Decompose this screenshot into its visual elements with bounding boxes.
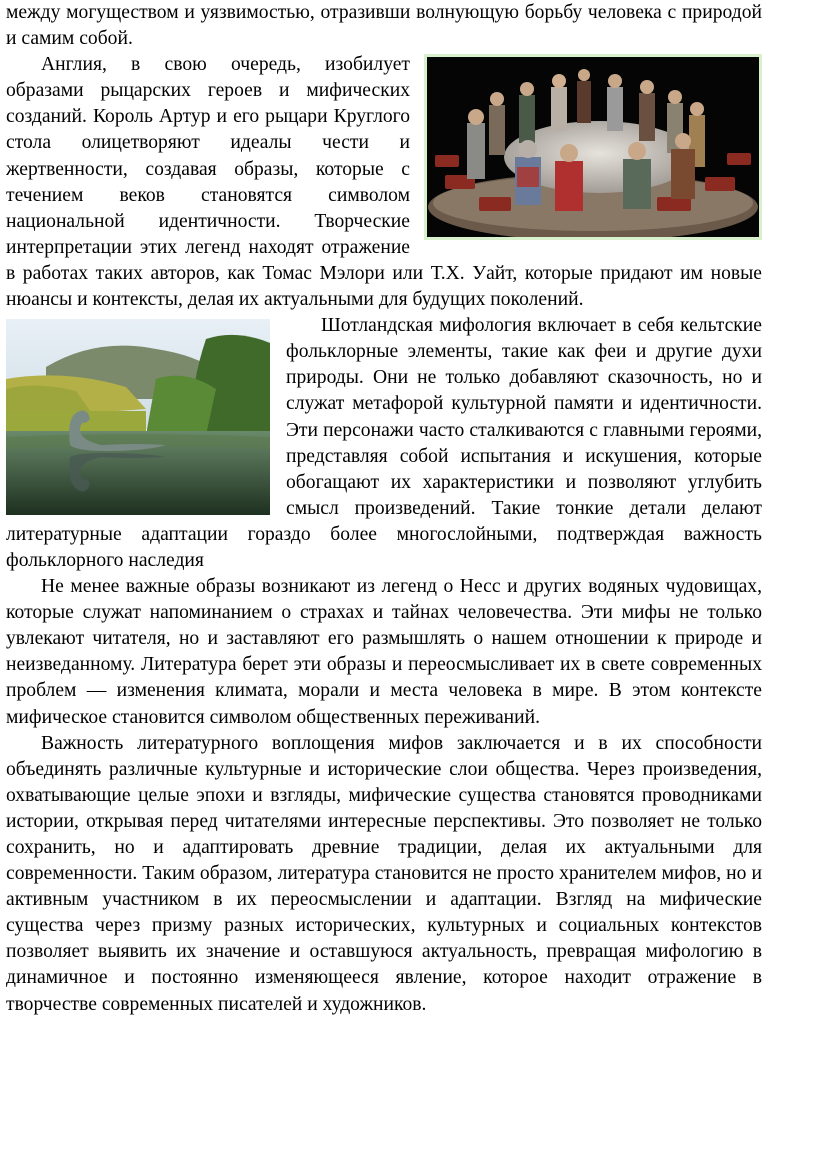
loch-ness-illustration bbox=[6, 319, 270, 515]
document-page bbox=[6, 0, 762, 1018]
paragraph-importance: Важность литературного воплощения мифов заключается и в их способности объединять различные культурные и исторические слои общества. Через произведения, охватывающие целые эпохи и взгляды, мифические существа становятся проводниками истории, открывая перед читателями интересные перспективы. Это позволяет не только сохранить, но и адаптировать древние традиции, делая их актуальными для современности. Таким образом, литература становится не просто хранителем мифов, но и активным участником в их переосмыслении и адаптации. Взгляд на мифические существа через призму разных исторических, культурных и социальных контекстов позволяет выявить их значение и оставшуюся актуальность, превращая мифологию в динамичное и постоянно изменяющееся явление, которое находит отражение в творчестве современных писателей и художников. bbox=[6, 732, 762, 1015]
round-table-illustration bbox=[427, 57, 759, 237]
paragraph-england: Англия, в свою очередь, изобилует образами рыцарских героев и мифических созданий. Король Артур и его рыцари Круглого стола олицетворяют идеалы чести и жертвенности, создавая образы, которые с течением веков становятся символом национальной идентичности. Творческие интерпретации этих легенд находят отражение в работах таких авторов, как Томас Мэлори или Т.Х. Уайт, которые придают им новые нюансы и контексты, делая их актуальными для будущих поколений. bbox=[6, 54, 762, 311]
paragraph-scotland: Шотландская мифология включает в себя кельтские фольклорные элементы, такие как феи и другие духи природы. Они не только добавляют сказочность, но и служат метафорой культурной памяти и идентичности. Эти персонажи часто сталкиваются с главными героями, представляя собой испытания и искушения, которые обогащают их характеристики и позволяют углубить смысл произведений. Такие тонкие детали делают литературные адаптации гораздо более многослойными, подтверждая важность фольклорного наследия bbox=[6, 315, 762, 571]
paragraph-continuation: между могуществом и уязвимостью, отразивши волнующую борьбу человека с природой и самим собой. bbox=[6, 2, 762, 50]
paragraph-ness: Не менее важные образы возникают из легенд о Несс и других водяных чудовищах, которые служат напоминанием о страхах и тайнах человечества. Эти мифы не только увлекают читателя, но и заставляют его размышлять о нашем отношении к природе и неизведанному. Литература берет эти образы и переосмысливает их в свете современных проблем — изменения климата, морали и места человека в мире. В этом контексте мифическое становится символом общественных переживаний. bbox=[6, 576, 762, 728]
loch-ness-monster-image bbox=[6, 319, 270, 515]
round-table-knights-image bbox=[424, 54, 762, 240]
